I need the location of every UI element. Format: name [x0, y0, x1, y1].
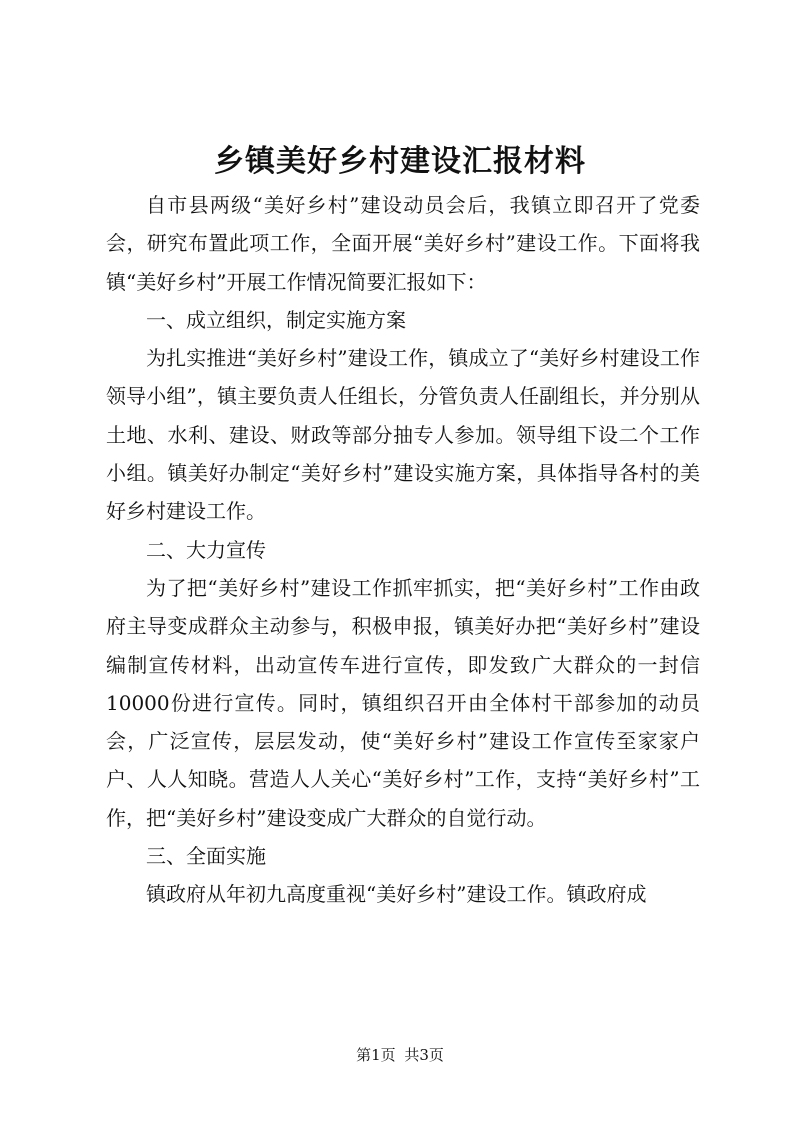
page-number: 第1页 — [356, 1046, 396, 1064]
document-body — [106, 186, 700, 914]
paragraph-section-2: 为了把“美好乡村”建设工作抓牢抓实，把“美好乡村”工作由政府主导变成群众主动参与，积极申报，镇美好办把“美好乡村”建设编制宣传材料，出动宣传车进行宣传，即发致广大群众的一封信10000份进行宣传。同时，镇组织召开由全体村干部参加的动员会，广泛宣传，层层发动，使“美好乡村”建设工作宣传至家家户户、人人知晓。营造人人关心“美好乡村”工作，支持“美好乡村”工作，把“美好乡村”建设变成广大群众的自觉行动。 — [106, 575, 700, 830]
document-title: 乡镇美好乡村建设汇报材料 — [214, 144, 586, 179]
section-heading-2: 二、大力宣传 — [146, 537, 266, 562]
page-total: 共3页 — [404, 1046, 444, 1064]
paragraph-intro: 自市县两级“美好乡村”建设动员会后，我镇立即召开了党委会，研究布置此项工作，全面开展“美好乡村”建设工作。下面将我镇“美好乡村”开展工作情况简要汇报如下： — [106, 193, 700, 294]
section-heading-1: 一、成立组织，制定实施方案 — [146, 307, 406, 332]
paragraph-section-3: 镇政府从年初九高度重视“美好乡村”建设工作。镇政府成 — [146, 882, 647, 907]
paragraph-section-1: 为扎实推进“美好乡村”建设工作，镇成立了“美好乡村建设工作领导小组”，镇主要负责人任组长，分管负责人任副组长，并分别从土地、水利、建设、财政等部分抽专人参加。领导组下设二个工作小组。镇美好办制定“美好乡村”建设实施方案，具体指导各村的美好乡村建设工作。 — [106, 346, 700, 524]
section-heading-3: 三、全面实施 — [146, 844, 266, 869]
page-footer — [0, 1045, 800, 1065]
